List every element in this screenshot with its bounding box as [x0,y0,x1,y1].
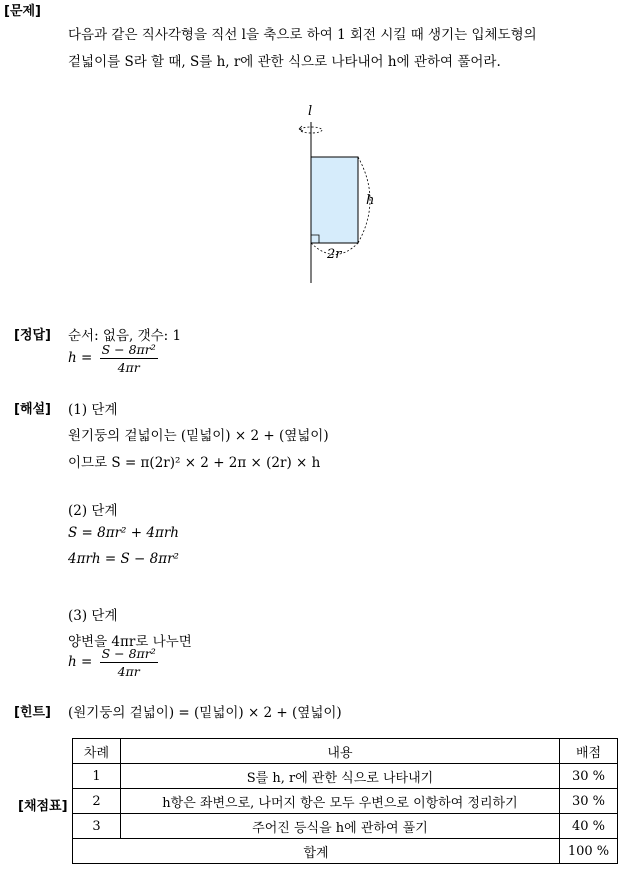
problem-text-line2: 겉넓이를 S라 할 때, S를 h, r에 관한 식으로 나타내어 h에 관하여 풀어라. [68,54,501,70]
hint-label: [힌트] [14,705,51,720]
step3-formula [68,646,158,679]
rubric-row-no: 1 [73,764,121,789]
answer-formula [68,342,158,375]
rubric-row-score: 40 % [560,814,618,839]
step2-line2: 4πrh = S − 8πr² [68,551,179,567]
rubric-row [73,764,618,789]
rubric-header-score: 배점 [560,739,618,764]
solution-label: [해설] [14,402,51,417]
rubric-row [73,789,618,814]
rubric-header-content: 내용 [120,739,559,764]
rubric-row-score: 30 % [560,789,618,814]
step1-line1: 원기둥의 겉넓이는 (밑넓이) × 2 + (옆넓이) [68,428,329,444]
step3-line1: 양변을 4πr로 나누면 [68,634,192,650]
rubric-label: [채점표] [18,799,68,814]
solution-fraction [100,646,158,679]
answer-numerator: S − 8πr² [101,342,156,357]
rubric-header-no: 차례 [73,739,121,764]
rubric-total-row [73,839,618,864]
solution-numerator: S − 8πr² [101,646,156,661]
step3-title: (3) 단계 [68,608,118,624]
rubric-row-content: S를 h, r에 관한 식으로 나타내기 [120,764,559,789]
rectangle-shape [311,157,358,243]
solution-denominator: 4πr [117,664,140,679]
problem-text-line1: 다음과 같은 직사각형을 직선 l을 축으로 하여 1 회전 시킬 때 생기는 입체도형의 [68,27,537,43]
answer-lhs: h = [68,350,93,366]
rubric-header-row [73,739,618,764]
height-label: h [366,193,375,208]
answer-fraction [100,342,158,375]
solution-lhs: h = [68,654,93,670]
problem-label: [문제] [4,4,41,19]
rubric-total-label: 합계 [73,839,560,864]
axis-label: l [308,104,313,119]
answer-denominator: 4πr [117,360,140,375]
rubric-total-score: 100 % [560,839,618,864]
rubric-table [72,738,618,864]
rubric-row-content: 주어진 등식을 h에 관하여 풀기 [120,814,559,839]
rubric-row [73,814,618,839]
step1-line2: 이므로 S = π(2r)² × 2 + 2π × (2r) × h [68,455,321,471]
rectangle-rotation-figure [280,100,390,285]
step1-title: (1) 단계 [68,402,118,418]
hint-text: (원기둥의 겉넓이) = (밑넓이) × 2 + (옆넓이) [68,705,342,721]
rubric-row-content: h항은 좌변으로, 나머지 항은 모두 우변으로 이항하여 정리하기 [120,789,559,814]
width-label: 2r [327,247,342,262]
step2-title: (2) 단계 [68,503,118,519]
answer-label: [정답] [14,328,51,343]
step2-line1: S = 8πr² + 4πrh [68,525,179,541]
rubric-row-score: 30 % [560,764,618,789]
rubric-row-no: 2 [73,789,121,814]
rubric-row-no: 3 [73,814,121,839]
answer-meta: 순서: 없음, 갯수: 1 [68,328,182,344]
